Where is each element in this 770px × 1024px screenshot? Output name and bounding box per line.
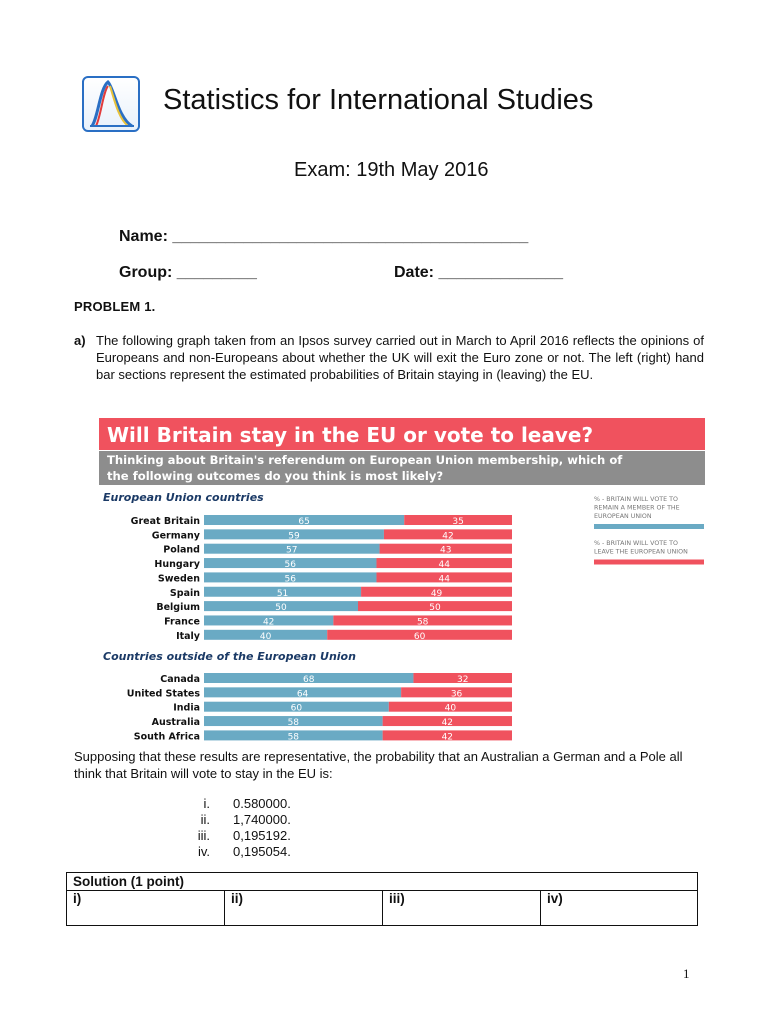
data-label-remain: 51 (276, 588, 289, 599)
chart-title: Will Britain stay in the EU or vote to leave? (107, 423, 594, 447)
data-label-remain: 56 (284, 574, 296, 585)
option-number: iv. (197, 844, 210, 859)
category-label: India (173, 702, 200, 714)
solution-cell-i[interactable]: i) (67, 890, 225, 926)
exam-date: Exam: 19th May 2016 (294, 159, 489, 181)
category-label: Belgium (156, 602, 200, 614)
data-label-remain: 65 (298, 517, 310, 527)
data-label-leave: 43 (440, 545, 452, 556)
data-label-remain: 68 (302, 675, 315, 685)
part-a (74, 332, 704, 383)
category-label: Hungary (154, 559, 200, 571)
data-label-remain: 50 (275, 603, 287, 614)
data-label-leave: 44 (438, 560, 450, 571)
category-label: Australia (151, 717, 200, 729)
group-field[interactable]: Group: _________ (119, 264, 257, 281)
question-text: Supposing that these results are representative, the probability that an Australian a German and a Pole all think that Britain will vote to stay in the EU is: (74, 749, 683, 781)
data-label-leave: 42 (441, 732, 454, 743)
category-label: Canada (160, 674, 200, 685)
data-label-remain: 58 (287, 718, 300, 729)
data-label-remain: 58 (287, 732, 300, 743)
group-heading: Countries outside of the European Union (103, 650, 356, 663)
page-title: Statistics for International Studies (163, 84, 594, 116)
data-label-leave: 58 (416, 617, 429, 628)
page-number: 1 (683, 966, 690, 981)
legend-swatch (594, 524, 704, 529)
data-label-leave: 40 (444, 703, 457, 714)
chart-subtitle-line2: the following outcomes do you think is most likely? (107, 469, 444, 483)
option-value: 0,195054. (233, 844, 291, 859)
category-label: Great Britain (130, 516, 200, 527)
category-label: Spain (169, 587, 200, 599)
category-label: Germany (151, 530, 200, 542)
data-label-leave: 42 (442, 531, 454, 542)
data-label-leave: 60 (413, 631, 426, 642)
data-label-remain: 57 (286, 545, 298, 556)
data-label-leave: 32 (456, 675, 469, 685)
course-logo (82, 76, 140, 132)
data-label-leave: 50 (429, 603, 441, 614)
data-label-remain: 64 (296, 689, 309, 700)
data-label-remain: 60 (290, 703, 303, 714)
data-label-remain: 42 (262, 617, 275, 628)
problem-title: PROBLEM 1. (74, 299, 156, 314)
category-label: Sweden (157, 573, 200, 585)
option-value: 0,195192. (233, 828, 291, 843)
data-label-leave: 49 (430, 588, 443, 599)
group-heading: European Union countries (103, 491, 264, 504)
option-value: 0.580000. (233, 796, 291, 811)
data-label-leave: 35 (452, 517, 464, 527)
option-value: 1,740000. (233, 812, 291, 827)
eu-referendum-chart (99, 418, 705, 747)
data-label-leave: 36 (450, 689, 463, 700)
data-label-leave: 44 (438, 574, 450, 585)
category-label: Italy (176, 630, 200, 642)
solution-cell-ii[interactable]: ii) (225, 890, 383, 926)
option-number: iii. (197, 828, 210, 843)
legend-label: % - BRITAIN WILL VOTE TO REMAIN A MEMBER OF THE EUROPEAN UNION (594, 496, 680, 520)
solution-title: Solution (1 point) (73, 874, 184, 889)
name-field[interactable]: Name: ________________________________________ (119, 228, 529, 245)
category-label: United States (126, 688, 200, 700)
legend-swatch (594, 560, 704, 565)
solution-table (66, 872, 698, 926)
part-a-label: a) (74, 333, 86, 348)
category-label: Poland (163, 544, 200, 556)
date-field[interactable]: Date: ______________ (394, 264, 564, 281)
data-label-remain: 56 (284, 560, 296, 571)
data-label-remain: 40 (259, 631, 272, 642)
option-number: ii. (200, 812, 210, 827)
part-a-text: The following graph taken from an Ipsos survey carried out in March to April 2016 reflects the opinions of Europeans and non-Europeans about whether the UK will exit the Euro zone or not. The left (right) hand bar sections represent the estimated probabilities of Britain staying in (leaving) the EU. (96, 333, 704, 382)
solution-cell-iii[interactable]: iii) (383, 890, 541, 926)
option-number: i. (203, 796, 210, 811)
data-label-leave: 42 (441, 718, 454, 729)
chart-subtitle-line1: Thinking about Britain's referendum on European Union membership, which of (107, 453, 623, 467)
data-label-remain: 59 (288, 531, 300, 542)
solution-cell-iv[interactable]: iv) (547, 891, 563, 906)
logo-icon (84, 78, 138, 130)
legend-label: % - BRITAIN WILL VOTE TO LEAVE THE EUROPEAN UNION (594, 540, 688, 556)
category-label: France (164, 616, 200, 628)
category-label: South Africa (133, 731, 200, 743)
